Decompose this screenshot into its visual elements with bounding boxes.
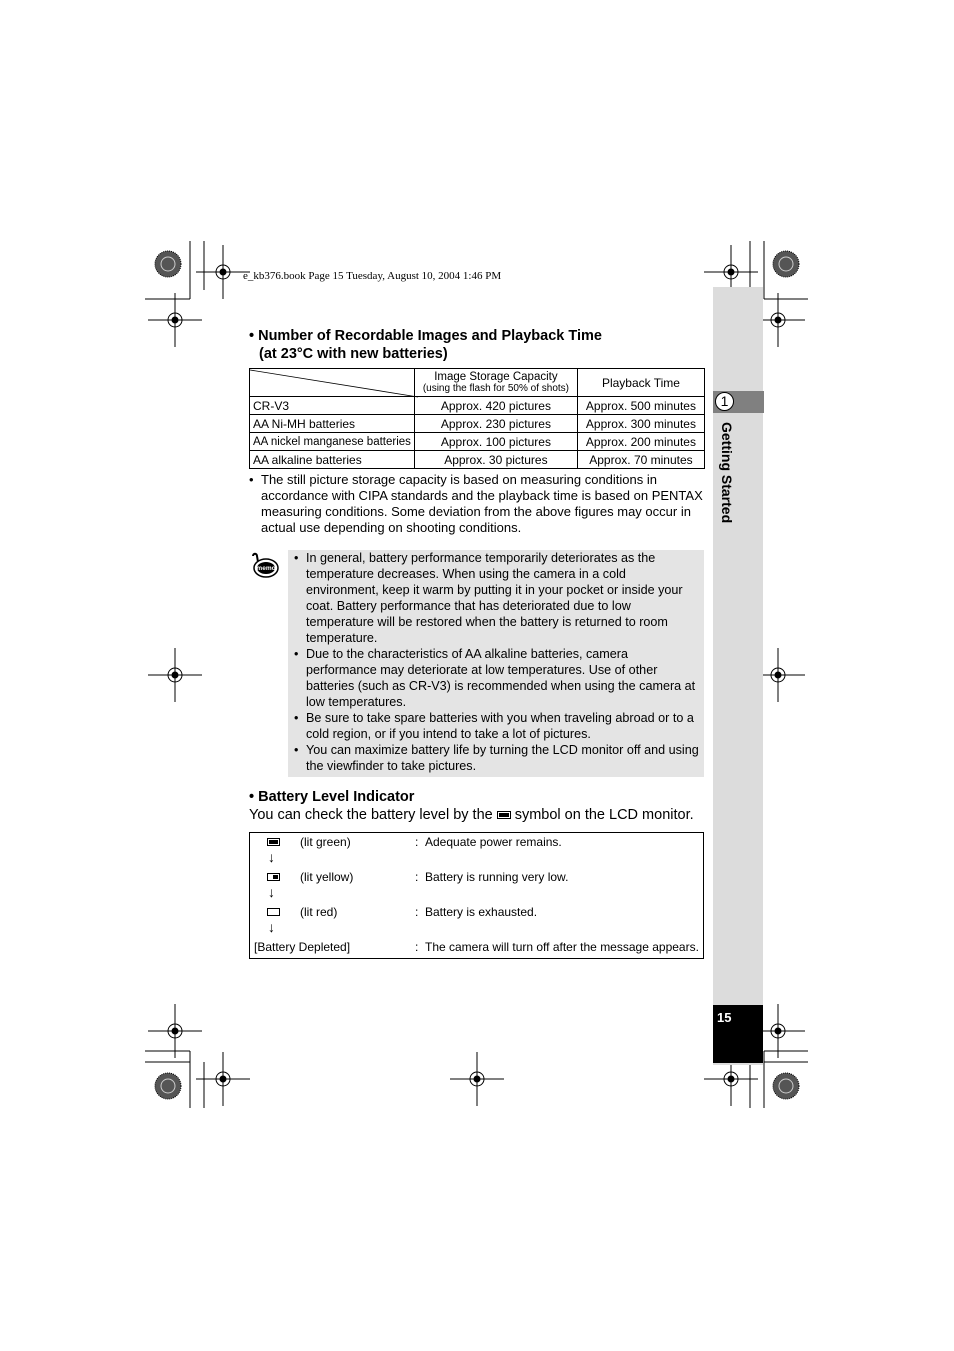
chapter-title: Getting Started: [719, 422, 735, 524]
battery-text-after: symbol on the LCD monitor.: [514, 807, 694, 823]
chapter-number: 1: [715, 392, 734, 411]
table-cell-playback: Approx. 500 minutes: [577, 397, 704, 415]
page-number: 15: [717, 1010, 732, 1025]
table-cell-battery: CR-V3: [250, 397, 415, 415]
table-cell-playback: Approx. 200 minutes: [577, 433, 704, 451]
battery-indicator-text: [249, 807, 694, 823]
corner-star-icon: [155, 251, 181, 277]
level-row: (lit red) : Battery is exhausted.: [250, 904, 703, 920]
list-item: • Due to the characteristics of AA alkaline batteries, camera performance may deteriorate at low temperatures. Use of other batteries (such as CR-V3) is recommended when using the camera at low temperatures.: [294, 646, 700, 710]
level-row: (lit green) : Adequate power remains.: [250, 834, 703, 850]
battery-low-icon: [267, 873, 280, 881]
table-cell-images: Approx. 30 pictures: [414, 451, 577, 469]
table-corner-cell: [250, 369, 415, 397]
section-title-line1: • Number of Recordable Images and Playback Time: [249, 328, 602, 344]
table-row: [250, 451, 705, 469]
section-title: [249, 327, 602, 363]
battery-indicator-title: • Battery Level Indicator: [249, 789, 415, 805]
battery-depleted-label: [Battery Depleted]: [254, 940, 351, 954]
table-row: [250, 397, 705, 415]
table-row: [250, 415, 705, 433]
battery-full-icon: [497, 811, 511, 819]
battery-empty-icon: [267, 908, 280, 916]
corner-star-icon: [155, 1073, 181, 1099]
note-text: The still picture storage capacity is based on measuring conditions in accordance with CIPA standards and the playback time is based on PENTAX measuring conditions. Some deviation from the above figures may occur in actual use depending on shooting conditions.: [261, 472, 703, 535]
list-item: • Be sure to take spare batteries with you when traveling abroad or to a cold region, or if you intend to take a lot of pictures.: [294, 710, 700, 742]
table-cell-images: Approx. 230 pictures: [414, 415, 577, 433]
table-cell-battery: AA alkaline batteries: [250, 451, 415, 469]
note-bullet: •: [249, 472, 254, 487]
table-cell-playback: Approx. 300 minutes: [577, 415, 704, 433]
down-arrow-icon: ↓: [268, 919, 275, 935]
table-cell-battery: AA nickel manganese batteries: [250, 433, 415, 451]
table-row: [250, 433, 705, 451]
battery-capacity-table: [249, 368, 705, 469]
battery-level-box: [249, 832, 704, 959]
corner-star-icon: [773, 1073, 799, 1099]
list-item: • In general, battery performance temporarily deteriorates as the temperature decreases. When using the camera in a cold environment, keep it warm by putting it in your pocket or inside your coat. Battery performance that has deteriorated due to low temperature will be restored when the battery is returned to room temperature.: [294, 550, 700, 646]
table-header-capacity: Image Storage Capacity (using the flash for 50% of shots): [414, 369, 577, 397]
table-cell-images: Approx. 420 pictures: [414, 397, 577, 415]
memo-icon: [250, 552, 280, 580]
level-row: (lit yellow) : Battery is running very low.: [250, 869, 703, 885]
down-arrow-icon: ↓: [268, 884, 275, 900]
section-title-line2: (at 23°C with new batteries): [259, 346, 448, 362]
book-header-line: e_kb376.book Page 15 Tuesday, August 10, 2004 1:46 PM: [243, 270, 502, 282]
battery-full-icon: [267, 838, 280, 846]
list-item: • You can maximize battery life by turning the LCD monitor off and using the viewfinder to take pictures.: [294, 742, 700, 774]
table-cell-images: Approx. 100 pictures: [414, 433, 577, 451]
down-arrow-icon: ↓: [268, 849, 275, 865]
table-header-playback: Playback Time: [577, 369, 704, 397]
level-row: [Battery Depleted] : The camera will turn off after the message appears.: [254, 940, 699, 954]
battery-text-before: You can check the battery level by the: [249, 807, 493, 823]
table-cell-battery: AA Ni-MH batteries: [250, 415, 415, 433]
diagonal-line: [250, 369, 418, 398]
memo-list: [294, 550, 700, 774]
svg-text:memo: memo: [256, 565, 276, 572]
table-cell-playback: Approx. 70 minutes: [577, 451, 704, 469]
capacity-note: [249, 472, 704, 536]
table-header-row: [250, 369, 705, 397]
corner-star-icon: [773, 251, 799, 277]
